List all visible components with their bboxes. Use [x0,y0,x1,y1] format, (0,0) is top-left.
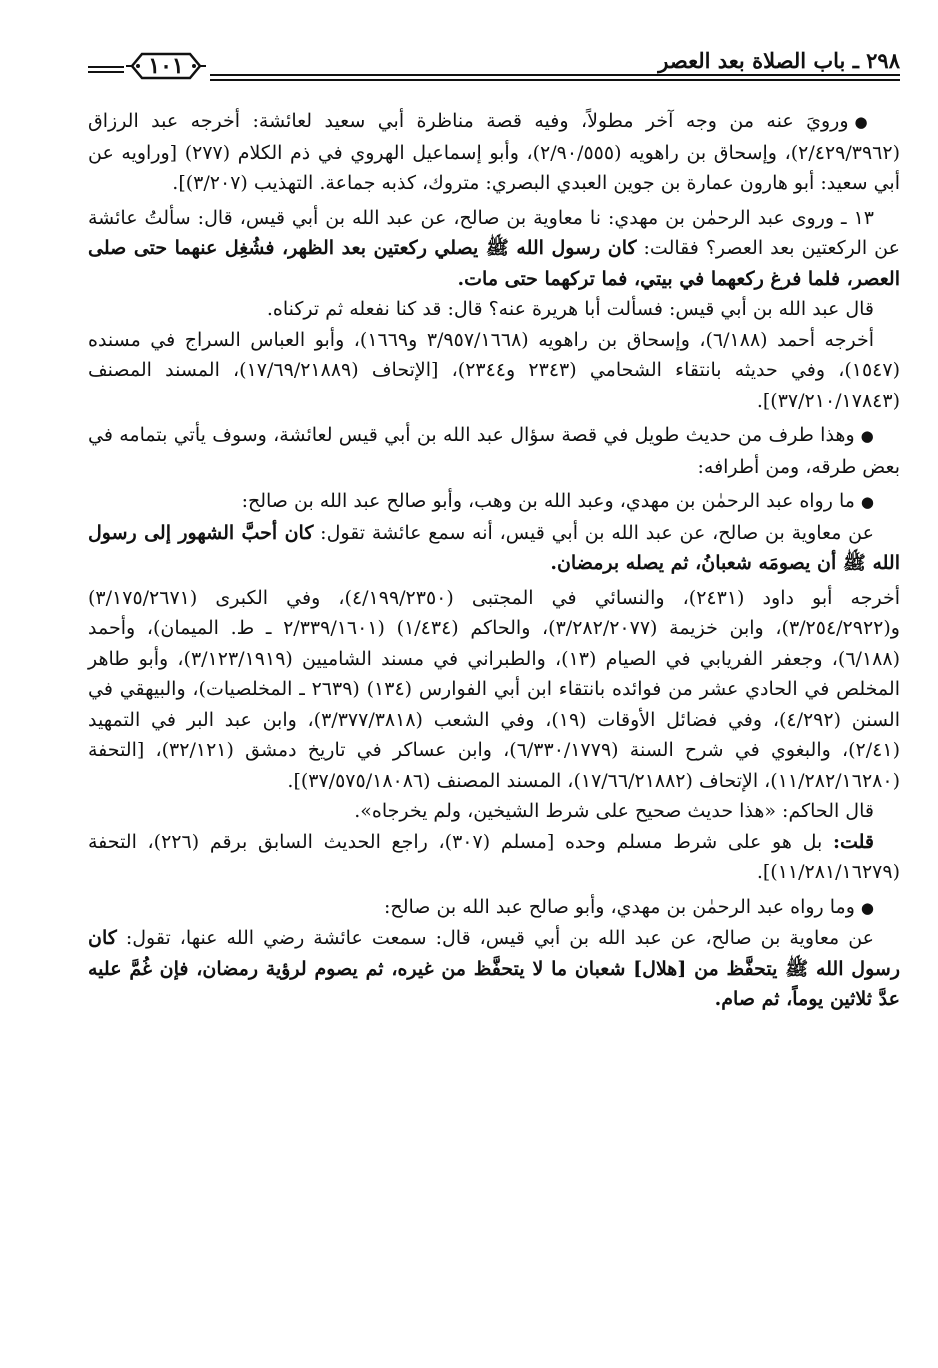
paragraph-2: ١٣ ـ وروى عبد الرحمٰن بن مهدي: نا معاوية بن صالح، عن عبد الله بن أبي قيس، قال: سألتُ عائشة عن الركعتين بعد العصر؟ فقالت: كان رسول الله ﷺ يصلي ركعتين بعد الظهر، فشُغِل عنهما حتى صلى العصر، فلما فرغ ركعهما في بيتي، فما تركهما حتى مات. [88,206,900,290]
paragraph-4: أخرجه أحمد (٦/١٨٨)، وإسحاق بن راهويه (٣/٩٥٧/١٦٦٨ و١٦٦٩)، وأبو العباس السراج في مسنده (١٥٤٧)، وفي حديثه بانتقاء الشحامي (٢٣٤٣ و٢٣٤٤)، [الإتحاف (١٧/٦٩/٢١٨٨٩)، المسند المصنف (٣٧/٢١٠/١٧٨٤٣)]. [88,328,900,412]
bullet-icon: ● [860,493,874,511]
paragraph-7: عن معاوية بن صالح، عن عبد الله بن أبي قيس، أنه سمع عائشة تقول: كان أحبَّ الشهور إلى رسول الله ﷺ أن يصومَه شعبانُ، ثم يصله برمضان. [88,521,900,574]
paragraph-3: قال عبد الله بن أبي قيس: فسألت أبا هريرة عنه؟ قال: قد كنا نفعله ثم تركناه. [266,298,874,320]
paragraph-6: ●ما رواه عبد الرحمٰن بن مهدي، وعبد الله بن وهب، وأبو صالح عبد الله بن صالح: [241,490,874,512]
page-header [88,46,900,86]
page-number-ornament [126,48,206,84]
header-rule-left-bottom [88,71,124,73]
header-rule-top [210,74,900,76]
hadith-text: كان رسول الله ﷺ يتحفَّظ من [هلال] شعبان ما لا يتحفَّظ من غيره، ثم يصوم لرؤية رمضان، فإن غُمَّ عليه عدَّ ثلاثين يوماً، ثم صام. [88,927,900,1010]
header-rule-bottom [210,79,900,81]
header-rule-left-top [88,66,124,68]
hadith-text: كان رسول الله ﷺ يصلي ركعتين بعد الظهر، فشُغِل عنهما حتى صلى العصر، فلما فرغ ركعهما في بيتي، فما تركهما حتى مات. [88,237,900,290]
running-head: ٢٩٨ ـ باب الصلاة بعد العصر [658,48,900,73]
paragraph-11: ●وما رواه عبد الرحمٰن بن مهدي، وأبو صالح عبد الله بن صالح: [384,895,874,918]
bullet-icon: ● [860,898,874,917]
lead-word: قلت: [832,830,874,853]
bullet-icon: ● [854,113,874,131]
paragraph-1: ●ورويَ عنه من وجه آخر مطولاً، وفيه قصة مناظرة أبي سعيد لعائشة: أخرجه عبد الرزاق (٢/٤٢٩/٣٩٦٢)، وإسحاق بن راهويه (٢/٩٠/٥٥٥)، وأبو إسماعيل الهروي في ذم الكلام (٢٧٧) [وراويه عن أبي سعيد: أبو هارون عمارة بن جوين العبدي البصري: متروك، كذبه جماعة. التهذيب (٣/٢٠٧)]. [88,110,900,194]
hadith-text: كان أحبَّ الشهور إلى رسول الله ﷺ أن يصومَه شعبانُ، ثم يصله برمضان. [88,521,900,574]
paragraph-12: عن معاوية بن صالح، عن عبد الله بن أبي قيس، قال: سمعت عائشة رضي الله عنها، تقول: كان رسول الله ﷺ يتحفَّظ من [هلال] شعبان ما لا يتحفَّظ من غيره، ثم يصوم لرؤية رمضان، فإن غُمَّ عليه عدَّ ثلاثين يوماً، ثم صام. [88,927,900,1010]
page-body [88,106,900,1348]
page-number: ١٠١ [148,53,184,79]
paragraph-8: أخرجه أبو داود (٢٤٣١)، والنسائي في المجتبى (٤/١٩٩/٢٣٥٠)، وفي الكبرى (٣/١٧٥/٢٦٧١) و(٣/٢٥٤/٢٩٢٢)، وابن خزيمة (٣/٢٨٢/٢٠٧٧)، والحاكم (١/٤٣٤) (٢/٣٣٩/١٦٠١ ـ ط. الميمان)، وأحمد (٦/١٨٨)، وجعفر الفريابي في الصيام (١٣)، والطبراني في مسند الشاميين (٣/١٢٣/١٩١٩)، وأبو طاهر المخلص في الحادي عشر من فوائده بانتقاء ابن أبي الفوارس (١٣٤) (٢٦٣٩ ـ المخلصيات)، والبيهقي في السنن (٤/٢٩٢)، وفي فضائل الأوقات (١٩)، وفي الشعب (٣/٣٧٧/٣٨١٨)، وابن عبد البر في التمهيد (٢/٤١)، والبغوي في شرح السنة (٦/٣٣٠/١٧٧٩)، وابن عساكر في تاريخ دمشق (٣٢/١٢١)، [التحفة (١١/٢٨٢/١٦٢٨٠)، الإتحاف (١٧/٦٦/٢١٨٨٢)، المسند المصنف (٣٧/٥٧٥/١٨٠٨٦)]. [88,586,901,792]
paragraph-9: قال الحاكم: «هذا حديث صحيح على شرط الشيخين، ولم يخرجاه». [354,800,874,822]
paragraph-5: ●وهذا طرف من حديث طويل في قصة سؤال عبد الله بن أبي قيس لعائشة، وسوف يأتي بتمامه في بعض طرقه، ومن أطرافه: [88,424,900,478]
bullet-icon: ● [860,427,874,445]
paragraph-10: قلت: بل هو على شرط مسلم وحده [مسلم (٣٠٧)، راجع الحديث السابق برقم (٢٢٦)، التحفة (١١/٢٨١/١٦٢٧٩)]. [88,830,900,883]
